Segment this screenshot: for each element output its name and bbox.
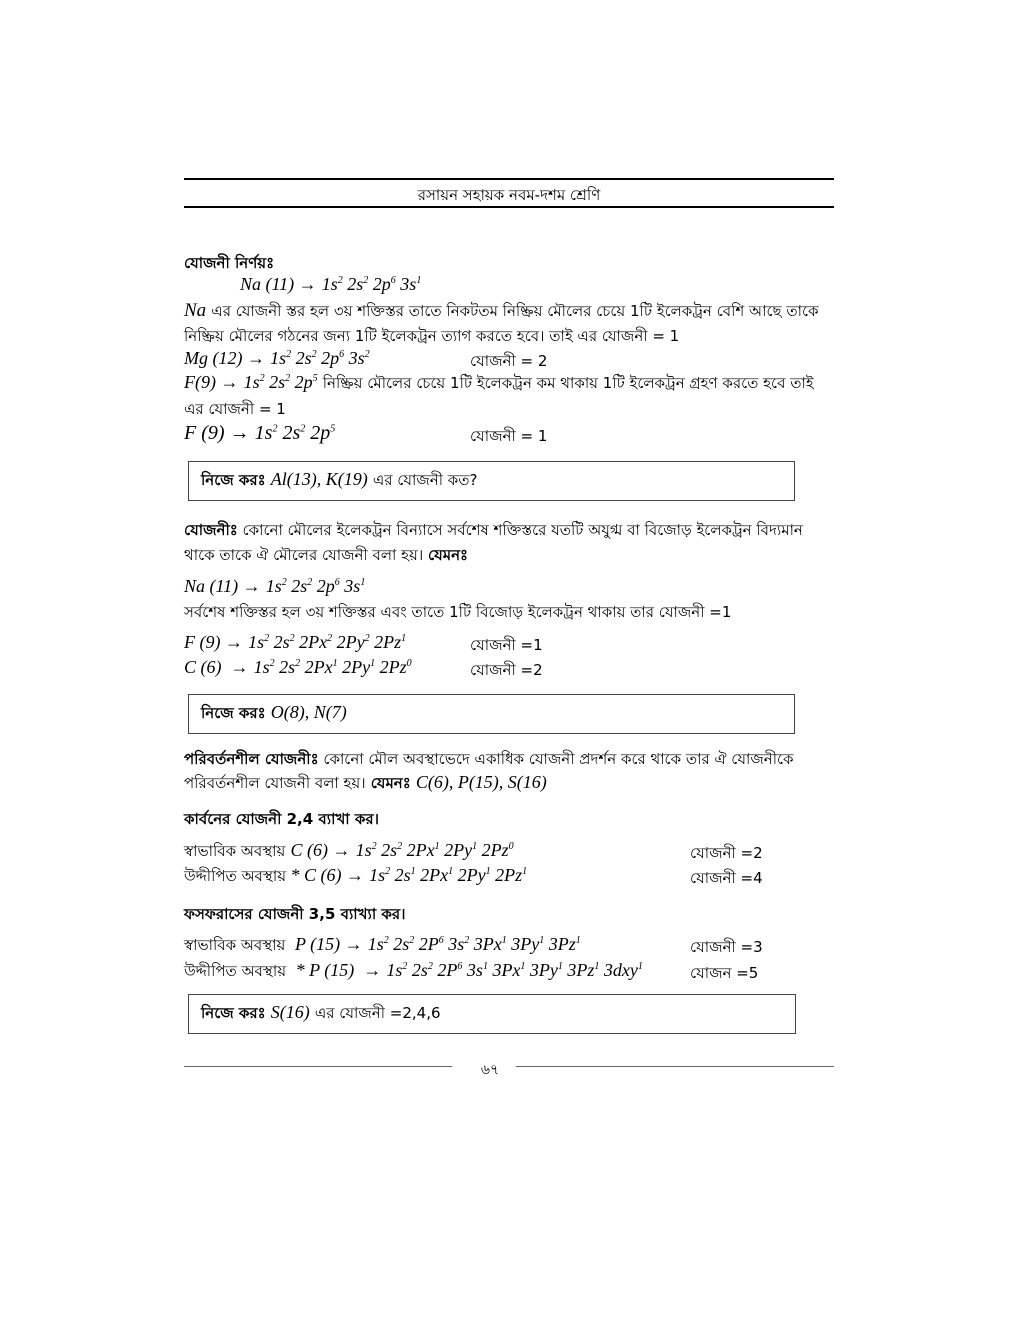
variable-valency-label: পরিবর্তনশীল যোজনীঃ [184,750,319,768]
exercise-label: নিজে করঃ [201,704,266,722]
c-valency: যোজনী =2 [470,661,543,679]
section-heading-valency-determination: যোজনী নির্ণয়ঃ [184,254,275,272]
f-text-2: এর যোজনী = 1 [184,400,286,418]
phosphorus-heading: ফসফরাসের যোজনী 3,5 ব্যাখ্যা কর। [184,905,406,923]
f-text: নিষ্ক্রিয় মৌলের চেয়ে 1টি ইলেকট্রন কম থাকায় 1টি ইলেকট্রন গ্রহণ করতে হবে তাই [322,374,814,392]
na-text: এর যোজনী স্তর হল ৩য় শক্তিস্তর তাতে নিকটতম নিষ্ক্রিয় মৌলের চেয়ে 1টি ইলেকট্রন বেশি আছে তাকে [211,302,819,320]
exercise-label: নিজে করঃ [201,471,266,489]
exercise-text: এর যোজনী =2,4,6 [314,1004,441,1022]
f3-config-line: F $(9) \to 1s^2$ $2s^2$ 2Px$^2$ 2Py$^2$ 2Pz$^1$ [184,632,407,652]
carbon-normal-label: স্বাভাবিক অবস্থায় [184,842,286,860]
header-title: রসায়ন সহায়ক নবম-দশম শ্রেণি [417,186,601,204]
variable-valency-text: কোনো মৌল অবস্থাভেদে একাধিক যোজনী প্রদর্শন করে থাকে তার ঐ যোজনীকে [323,750,794,768]
na-explanation [184,300,836,325]
variable-valency-text-2: পরিবর্তনশীল যোজনী বলা হয়। [184,774,366,792]
na-explanation-2: নিষ্ক্রিয় মৌলের গঠনের জন্য 1টি ইলেকট্রন ত্যাগ করতে হবে। তাই এর যোজনী = 1 [184,327,680,345]
f3-lhs: F (9) → [184,632,243,652]
carbon-normal-line: স্বাভাবিক অবস্থায় C $(6) \to 1s^2$ $2s^2$ 2Px$^1$ 2Py$^1$ 2Pz$^0$ [184,840,514,860]
carbon-excited-line: উদ্দীপিত অবস্থায় * C $(6) \to 1s^2$ $2s^1$ 2Px$^1$ 2Py$^1$ 2Pz$^1$ [184,865,528,885]
variable-valency-examples: C(6), P(15), S(16) [415,772,547,792]
f2-valency: যোজনী = 1 [470,427,548,445]
exercise-box-1 [188,461,795,501]
exercise-math: S(16) [270,1002,310,1022]
carbon-excited-label: উদ্দীপিত অবস্থায় [184,867,287,885]
na2-config-line: Na $(11) \to 1s^2$ $2s^2$ $2p^6$ $3s^1$ [184,576,366,596]
valency-definition-2 [184,544,468,569]
mg-valency: যোজনী = 2 [470,352,548,370]
f3-valency: যোজনী =1 [470,636,543,654]
c-lhs: C (6) → [184,657,249,677]
phosphorus-normal-label: স্বাভাবিক অবস্থায় [184,936,286,954]
na-lhs: Na (11) → [240,274,317,294]
variable-valency-line-2 [184,772,547,797]
exercise-box-2 [188,694,795,734]
header-bottom-rule [184,206,834,208]
variable-valency-definition [184,748,836,773]
exercise-text: এর যোজনী কত? [372,471,478,489]
f-config-line: $F(9) \to 1s^2$ $2s^2$ $2p^5$ নিষ্ক্রিয় মৌলের চেয়ে 1টি ইলেকট্রন কম থাকায় 1টি ইলেকট্রন গ্রহণ করতে হবে তাই [184,372,814,392]
mg-lhs: Mg (12) → [184,348,265,368]
phosphorus-normal-valency: যোজনী =3 [690,938,763,956]
exercise-math: O(8), N(7) [270,702,347,722]
c-config-line: C $(6) \to 1s^2$ $2s^2$ 2Px$^1$ 2Py$^1$ 2Pz$^0$ [184,657,412,677]
carbon-normal-valency: যোজনী =2 [690,844,763,862]
phosphorus-normal-line: স্বাভাবিক অবস্থায় P $(15) \to 1s^2$ $2s^2$ $2P^6$ $3s^2$ 3Px$^1$ 3Py$^1$ 3Pz$^1$ [184,934,581,954]
page-number: ৬৭ [480,1062,500,1078]
valency-definition [184,519,836,544]
footer-rule-left [184,1066,452,1067]
phosphorus-excited-label: উদ্দীপিত অবস্থায় [184,962,287,980]
exercise-math: Al(13), K(19) [270,469,368,489]
example-label: যেমনঃ [370,774,411,792]
exercise-box-3 [188,994,796,1034]
na-config-line: Na $(11) \to 1s^2$ $2s^2$ $2p^6$ $3s^1$ [240,274,422,294]
f2-lhs: F (9) → [184,422,250,444]
example-label: যেমনঃ [428,546,469,564]
footer-rule-right [516,1066,834,1067]
f-lhs: F(9) → [184,372,239,392]
phosphorus-excited-valency: যোজন =5 [690,964,759,982]
exercise-label: নিজে করঃ [201,1004,266,1022]
carbon-heading: কার্বনের যোজনী 2,4 ব্যাখা কর। [184,810,379,828]
mg-config-line: Mg $(12) \to 1s^2$ $2s^2$ $2p^6$ $3s^2$ [184,348,370,368]
carbon-excited-valency: যোজনী =4 [690,869,763,887]
valency-definition-text-2: থাকে তাকে ঐ মৌলের যোজনী বলা হয়। [184,546,424,564]
na-symbol: Na [184,300,207,321]
phosphorus-excited-line: উদ্দীপিত অবস্থায় * P $(15) \to 1s^2$ $2s^2$ $2P^6$ $3s^1$ 3Px$^1$ 3Py$^1$ 3Pz$^1$ 3dxy$^1$ [184,960,643,980]
valency-definition-text: কোনো মৌলের ইলেকট্রন বিন্যাসে সর্বশেষ শক্তিস্তরে যতটি অযুগ্ম বা বিজোড় ইলেকট্রন বিদ্যমান [242,521,803,539]
valency-definition-label: যোজনীঃ [184,521,238,539]
na2-lhs: Na (11) → [184,576,261,596]
f2-config-line: F $(9) \to 1s^2$ $2s^2$ $2p^5$ [184,422,336,444]
header-top-rule [184,178,834,180]
na2-text: সর্বশেষ শক্তিস্তর হল ৩য় শক্তিস্তর এবং তাতে 1টি বিজোড় ইলেকট্রন থাকায় তার যোজনী =1 [184,603,732,621]
